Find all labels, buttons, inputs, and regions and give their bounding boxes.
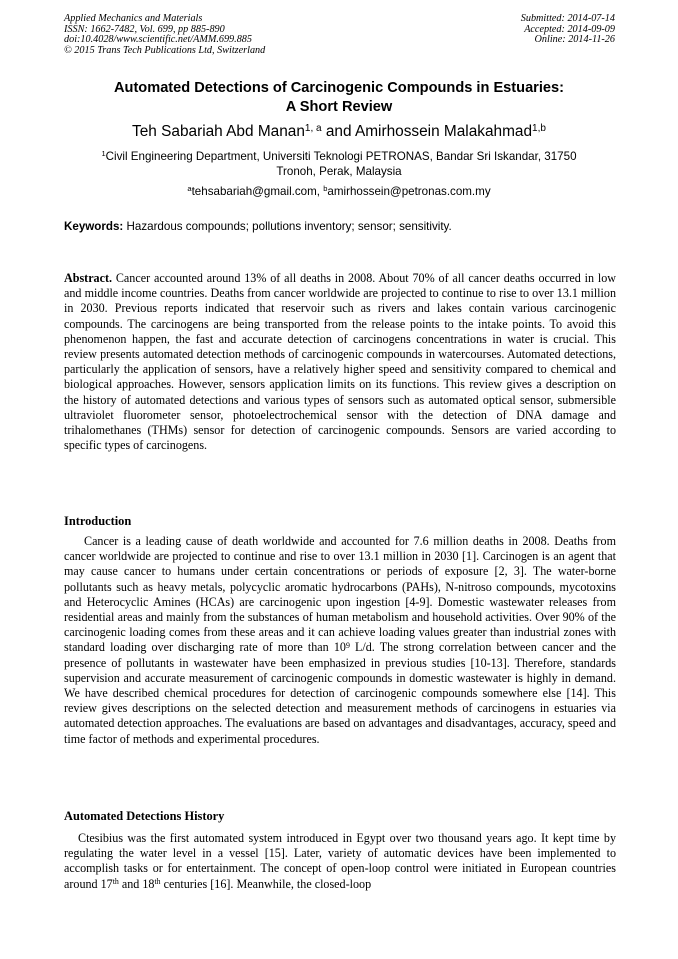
affiliation-line2: Tronoh, Perak, Malaysia [276, 165, 402, 178]
author-affiliation-mark: 1, a [304, 123, 322, 134]
submission-dates [521, 14, 615, 46]
author-conjunction: and [321, 123, 355, 140]
paragraph-text: and 18 [118, 876, 155, 891]
accepted-date: Accepted: 2014-09-09 [524, 23, 615, 35]
author-list [40, 122, 638, 142]
author-emails [40, 184, 638, 199]
journal-issn: ISSN: 1662-7482, Vol. 699, pp 885-890 [64, 23, 225, 35]
keywords [64, 219, 616, 234]
submitted-date: Submitted: 2014-07-14 [520, 13, 615, 24]
superscript: th [154, 876, 161, 886]
keywords-label: Keywords: [64, 220, 124, 233]
abstract [64, 271, 616, 453]
paragraph-text: L/d. The strong correlation between cancer and the presence of pollutants in wastewater have been emphasized in previous studies [10-13]. Therefore, standards supervision and accurate measurement of carcinogenic compounds in domestic wastewater is highly in demand. We have described chemical procedures for detection of carcinogenic compounds somewhere else [14]. This review gives descriptions on the selected detection and measurement methods of carcinogens in estuaries via automated detection approaches. The evaluations are based on advantages and disadvantages, accuracy, speed and time factor of methods and experimental procedures. [64, 640, 616, 746]
superscript: th [112, 876, 119, 886]
email-address: amirhossein@petronas.com.my [327, 185, 491, 198]
author-name: Teh Sabariah Abd Manan [132, 123, 305, 140]
online-date: Online: 2014-11-26 [534, 34, 615, 46]
journal-name: Applied Mechanics and Materials [64, 13, 203, 24]
paragraph-text: Cancer is a leading cause of death worldwide and accounted for 7.6 million deaths in 2008. Deaths from cancer worldwide are projected to continue and rise to over 13.1 million in 2030 [1]. Carcinogen is an agent that may cause cancer to humans under certain concentrations or periods of exposure [2, 3]. The water-borne pollutants such as heavy metals, polycyclic aromatic hydrocarbons (PAHs), N-nitroso compounds, mycotoxins and Heterocyclic Amines (HCAs) are carcinogenic upon ingestion [4-9]. Domestic wastewater releases from residential areas and mainly from the substances of human metabolism and household activities. Over 90% of the carcinogenic loading comes from these areas and it can achieve loading values greater than industrial zones with standard loading over discharging rate of more than 10 [64, 534, 616, 655]
author-name: Amirhossein Malakahmad [354, 123, 533, 140]
paper-title-line1: Automated Detections of Carcinogenic Compounds in Estuaries: [113, 80, 565, 96]
abstract-label: Abstract. [64, 271, 113, 285]
abstract-text: Cancer accounted around 13% of all deaths in 2008. About 70% of all cancer deaths occurred in low and middle income countries. Deaths from cancer worldwide are projected to continue to rise to over 13.1 million in 2030. Previous reports indicated that reservoir such as rivers and lakes contain various carcinogenic compounds. The carcinogens are being transported from the release points to the intake points. To avoid this phenomenon happen, the fast and accurate detection of carcinogens concentrations in water is crucial. This review presents automated detection methods of carcinogenic compounds in watercourses. Automated detections, particularly the application of sensors, have a relatively higher speed and sensitivity compared to chemical and biological approaches. However, sensors application limits on its functions. This review gives a description on the history of automated detections and various types of sensors such as automated optical sensor, submersible ultraviolet fluorometer sensor, photoelectrochemical sensor with the detection of DNA damage and trihalomethanes (THMs) sensor for detection of carcinogenic compounds. Sensors are varied according to specific types of carcinogens. [64, 271, 616, 453]
journal-info [64, 14, 265, 56]
journal-copyright: © 2015 Trans Tech Publications Ltd, Switzerland [64, 44, 266, 56]
paper-title-line2: A Short Review [285, 99, 393, 115]
affiliation [40, 149, 638, 179]
keywords-text: Hazardous compounds; pollutions inventory; sensor; sensitivity. [123, 220, 452, 233]
introduction-paragraph [64, 534, 616, 747]
paper-title [40, 79, 638, 117]
history-heading: Automated Detections History [64, 809, 225, 823]
superscript: 9 [345, 640, 350, 650]
paragraph-text: Ctesibius was the first automated system introduced in Egypt over two thousand years ago. It kept time by regulating the water level in a vessel [15]. Later, variety of automatic devices have been implemented to accomplish tasks or for entertainment. The concept of open-loop control were initiated in European countries around 17 [64, 831, 616, 891]
author-affiliation-mark: 1,b [532, 123, 546, 134]
affiliation-mark: 1 [101, 149, 106, 159]
journal-doi: doi:10.4028/www.scientific.net/AMM.699.885 [64, 34, 252, 46]
introduction-heading: Introduction [64, 514, 132, 528]
history-paragraph [64, 831, 616, 892]
email-address: tehsabariah@gmail.com, [191, 185, 324, 198]
email-mark: b [323, 184, 328, 194]
affiliation-line1: Civil Engineering Department, Universiti Teknologi PETRONAS, Bandar Sri Iskandar, 31750 [105, 150, 577, 163]
paragraph-text: centuries [16]. Meanwhile, the closed-loop [160, 876, 372, 891]
email-mark: a [187, 184, 192, 194]
